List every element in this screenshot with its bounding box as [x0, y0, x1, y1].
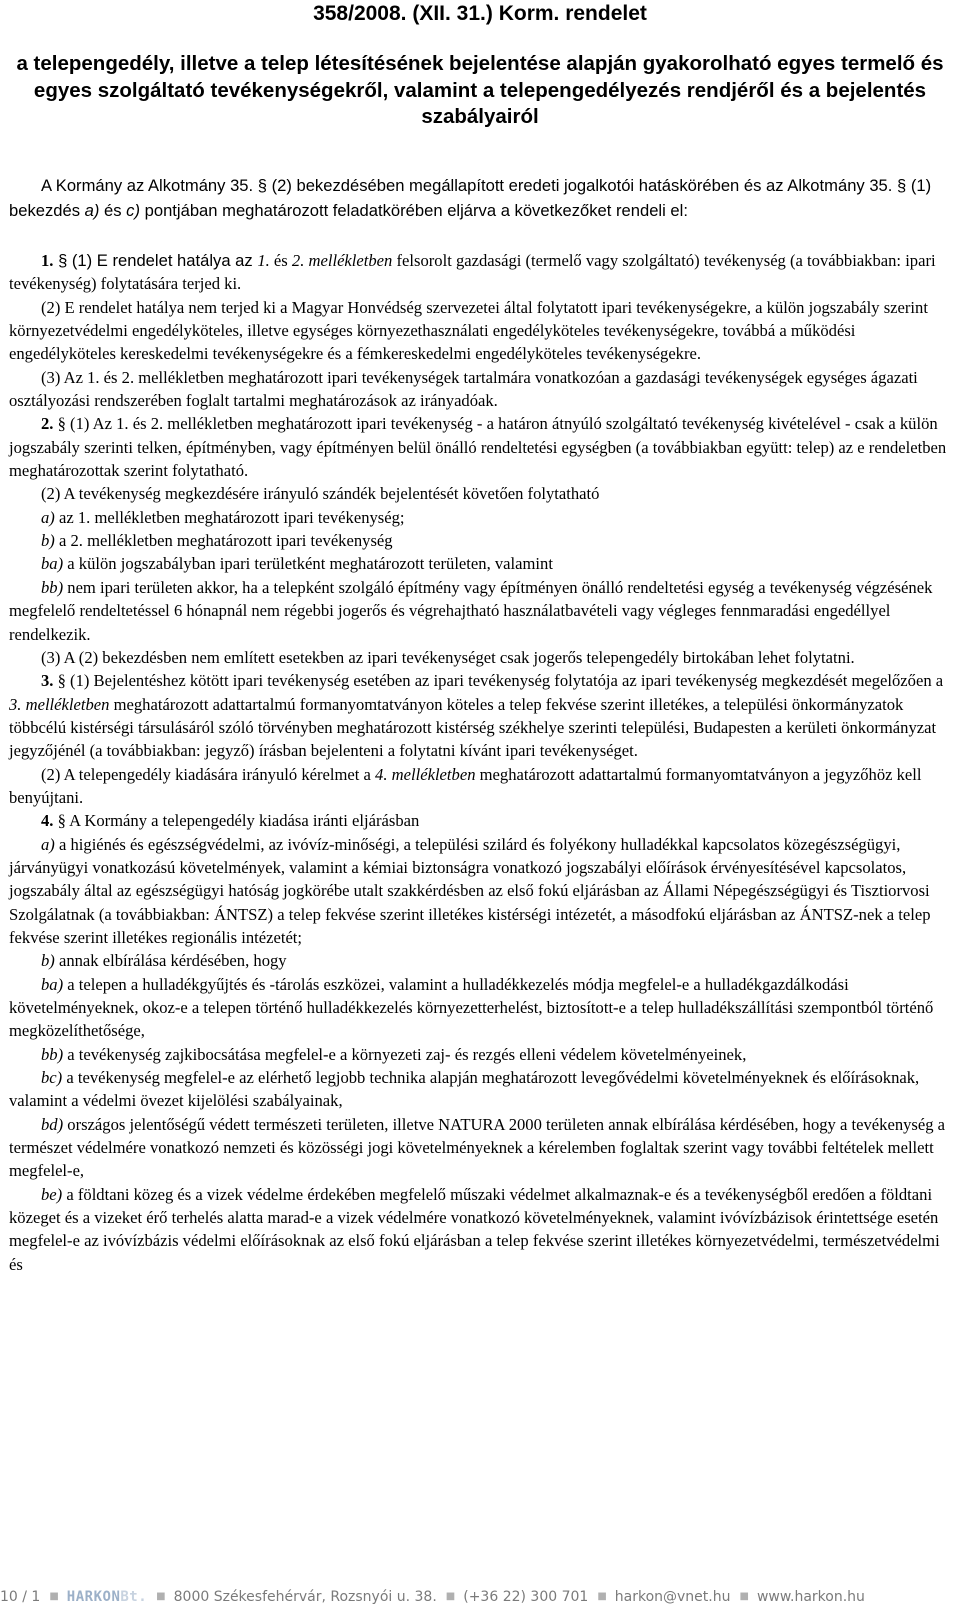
brand-logo: HARKONBt. — [66, 1589, 148, 1605]
document-body — [9, 249, 954, 1276]
document-title: 358/2008. (XII. 31.) Korm. rendelet — [313, 2, 647, 25]
section-4-point-b: b) annak elbírálása kérdésében, hogy — [41, 951, 287, 971]
section-2-point-bb: bb) nem ipari területen akkor, ha a telepként szolgáló építmény vagy építményen önálló rendeltetési egység a tevékenység végzésének megfelelő rendeltetéssel 6 hónapnál nem régebbi jogerős és végrehajtható használatbavételi vagy végleges fennmaradási engedéllyel rendelkezik. — [9, 577, 933, 644]
section-3-paragraph-2: (2) A telepengedély kiadására irányuló kérelmet a 4. mellékletben meghatározott adattartalmú formanyomtatványon a jegyzőhöz kell benyújtani. — [9, 764, 922, 807]
separator-icon: ■ — [597, 1591, 607, 1602]
page-footer — [0, 1586, 960, 1608]
section-2-point-ba: ba) a külön jogszabályban ipari területként meghatározott területen, valamint — [41, 554, 553, 574]
footer-email[interactable]: harkon@vnet.hu — [614, 1589, 731, 1605]
preamble — [9, 174, 954, 223]
section-2-point-b: b) a 2. mellékletben meghatározott ipari tevékenység — [41, 531, 393, 551]
document-subtitle: a telepengedély, illetve a telep létesítésének bejelentése alapján gyakorolható egyes termelő és egyes szolgáltató tevékenységekről, valamint a telepengedélyezés rendjéről és a bejelentés szabályairól — [16, 52, 944, 128]
section-1-paragraph-1: 1. § (1) E rendelet hatálya az 1. és 2. mellékletben felsorolt gazdasági (termelő vagy szolgáltató) tevékenység (a továbbiakban: ipari tevékenység) folytatására terjed ki. — [9, 251, 936, 294]
section-4-point-ba: ba) a telepen a hulladékgyűjtés és -tárolás eszközei, valamint a hulladékkezelés módja megfelel-e a hulladékgazdálkodási követelményeknek, okoz-e a telepen történő hulladékkezelés környezetterhelést, biztosított-e a telep hulladékszállítási szempontból történő megközelíthetősége, — [9, 974, 934, 1041]
section-4-point-bd: bd) országos jelentőségű védett természeti területen, illetve NATURA 2000 területen annak elbírálása kérdésében, hogy a tevékenység a természet védelmére vonatkozó nemzeti és közösségi jogi követelményeknek a kérelemben foglaltak szerint vagy további feltételek mellett megfelel-e, — [9, 1114, 946, 1181]
section-4-point-be: be) a földtani közeg és a vizek védelme érdekében megfelelő műszaki védelmet alkalmaznak-e és a tevékenységből eredően a földtani közeget és a vizeket érő terhelés alatta marad-e a vizek védelmére vonatkozó követelményeknek, valamint ivóvízbázisok érintettsége esetén megfelel-e az ivóvízbázis védelmi előírásoknak az első fokú eljárásban a telep fekvése szerint illetékes környezetvédelmi, természetvédelmi és — [9, 1184, 940, 1274]
footer-address: 8000 Székesfehérvár, Rozsnyói u. 38. — [173, 1589, 437, 1605]
section-3-paragraph-1: 3. § (1) Bejelentéshez kötött ipari tevékenység esetében az ipari tevékenység folytatója az ipari tevékenység megkezdését megelőzően a 3. mellékletben meghatározott adattartalmú formanyomtatványon köteles a telep fekvése szerint illetékes, a települési önkormányzatok többcélú kistérségi társulásáról szóló törvényben meghatározott kistérség székhelye szerinti települési, Budapesten a kerületi önkormányzat jegyzőjénél (a továbbiakban: jegyző) írásban bejelenteni a folytatni kívánt ipari tevékenységet. — [9, 671, 944, 761]
section-4-point-bb: bb) a tevékenység zajkibocsátása megfelel-e a környezeti zaj- és rezgés elleni védelem követelményeinek, — [41, 1044, 747, 1064]
section-1-paragraph-2: (2) E rendelet hatálya nem terjed ki a Magyar Honvédség szervezetei által folytatott ipari tevékenységekre, a külön jogszabály szerint környezetvédelmi engedélyköteles, illetve egységes környezethasználati engedélyköteles tevékenységekre, továbbá a működési engedélyköteles kereskedelmi tevékenységekre és a fémkereskedelmi engedélyköteles tevékenységekre. — [9, 297, 928, 364]
separator-icon: ■ — [739, 1591, 749, 1602]
section-4-paragraph-1: 4. § A Kormány a telepengedély kiadása iránti eljárásban — [41, 811, 420, 831]
section-2-paragraph-1: 2. § (1) Az 1. és 2. mellékletben meghatározott ipari tevékenység - a határon átnyúló szolgáltató tevékenység kivételével - csak a külön jogszabály szerinti telken, építményben, vagy építményen belül önálló rendeltetési egységben (a továbbiakban együtt: telep) az e rendeletben meghatározottak szerint folytatható. — [9, 414, 947, 481]
section-2-paragraph-3: (3) A (2) bekezdésben nem említett esetekben az ipari tevékenységet csak jogerős telepengedély birtokában lehet folytatni. — [41, 647, 855, 667]
footer-website[interactable]: www.harkon.hu — [756, 1589, 865, 1605]
title-block — [0, 0, 960, 131]
separator-icon: ■ — [49, 1591, 59, 1602]
section-2-point-a: a) az 1. mellékletben meghatározott ipari tevékenység; — [41, 507, 405, 527]
separator-icon: ■ — [445, 1591, 456, 1602]
separator-icon: ■ — [156, 1591, 166, 1602]
footer-phone: (+36 22) 300 701 — [463, 1589, 589, 1605]
section-2-paragraph-2: (2) A tevékenység megkezdésére irányuló szándék bejelentését követően folytatható — [41, 484, 600, 504]
page-number: 10 / 1 — [0, 1589, 41, 1605]
section-4-point-a: a) a higiénés és egészségvédelmi, az ivóvíz-minőségi, a települési szilárd és folyékony hulladékkal kapcsolatos közegészségügyi, járványügyi vonatkozású követelmények, valamint a kémiai biztonságra vonatkozó jogszabályi előírások érvényesítésével kapcsolatos, jogszabály által az egészségügyi hatóság jogkörébe utalt szakkérdésben az első fokú eljárásban az Állami Népegészségügyi és Tisztiorvosi Szolgálatnak (a továbbiakban: ÁNTSZ) a telep fekvése szerint illetékes kistérségi intézetét, a másodfokú eljárásban az ÁNTSZ-nek a telep fekvése szerint illetékes regionális intézetét; — [9, 834, 931, 947]
preamble-paragraph: A Kormány az Alkotmány 35. § (2) bekezdésében megállapított eredeti jogalkotói hatáskörében és az Alkotmány 35. § (1) bekezdés a) és c) pontjában meghatározott feladatkörében eljárva a következőket rendeli el: — [9, 176, 932, 220]
section-4-point-bc: bc) a tevékenység megfelel-e az elérhető legjobb technika alapján meghatározott levegővédelmi követelményeknek és előírásoknak, valamint a védelmi övezet kijelölési szabályainak, — [9, 1068, 920, 1111]
section-1-paragraph-3: (3) Az 1. és 2. mellékletben meghatározott ipari tevékenységek tartalmára vonatkozóan a gazdasági tevékenységek egységes ágazati osztályozási rendszerében foglalt tartalmi meghatározások az irányadóak. — [9, 367, 918, 411]
